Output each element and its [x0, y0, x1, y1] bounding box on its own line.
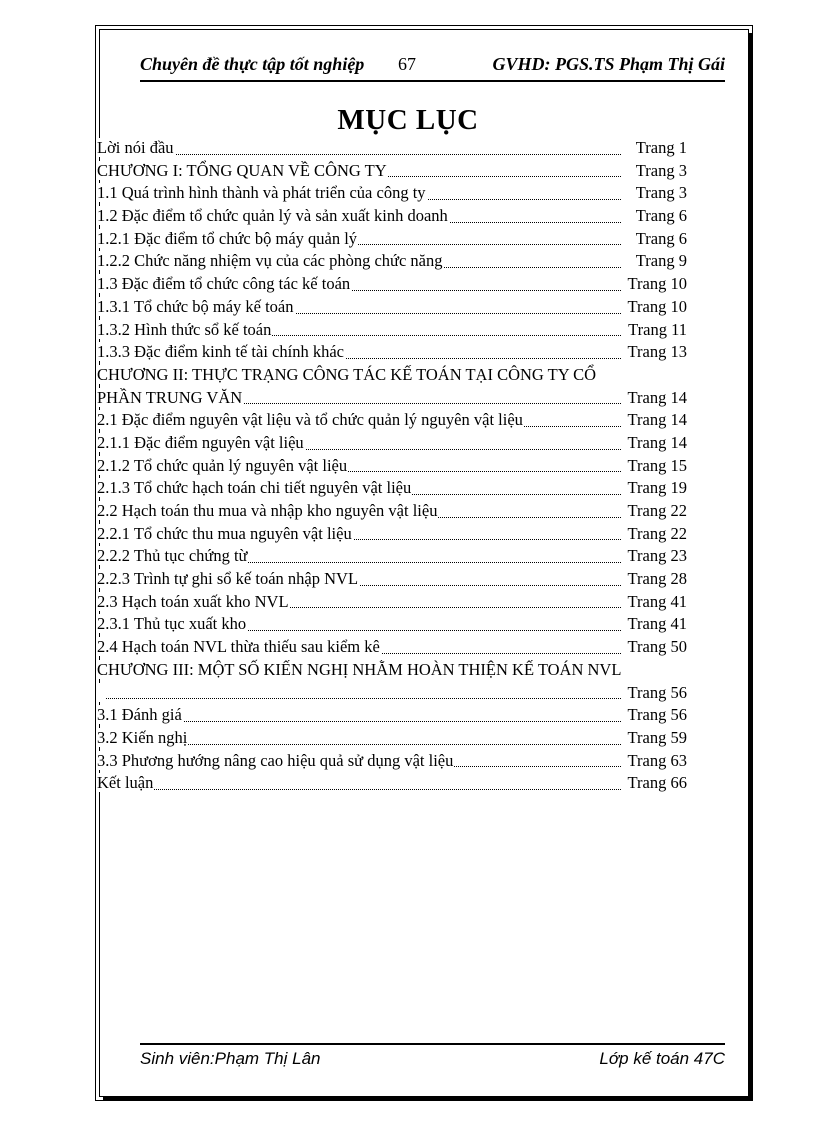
- toc-entry-label: 2.4 Hạch toán NVL thừa thiếu sau kiểm kê: [97, 637, 380, 657]
- header-document-type: Chuyên đề thực tập tốt nghiệp: [140, 54, 365, 74]
- toc-page-ref: Trang 13: [627, 341, 687, 364]
- header-page-number: 67: [398, 54, 416, 74]
- toc-entry: [97, 659, 687, 682]
- toc-entry: [97, 273, 687, 296]
- page-title: MỤC LỤC: [337, 104, 479, 136]
- toc-page-ref: Trang 6: [635, 228, 687, 251]
- table-of-contents: [97, 137, 687, 795]
- toc-entry-label: 3.1 Đánh giá: [97, 705, 182, 725]
- toc-page-ref: Trang 28: [627, 568, 687, 591]
- page-border-shadow-bottom: [103, 1097, 753, 1101]
- footer-rule: [140, 1043, 725, 1045]
- toc-page-ref: Trang 15: [627, 455, 687, 478]
- toc-entry-label: 2.2.1 Tổ chức thu mua nguyên vật liệu: [97, 523, 352, 543]
- page-header: [140, 52, 725, 78]
- toc-entry: [97, 568, 687, 591]
- toc-entry-label: CHƯƠNG I: TỔNG QUAN VỀ CÔNG TY: [97, 160, 387, 180]
- toc-entry: [97, 296, 687, 319]
- toc-entry-label: 2.1.1 Đặc điểm nguyên vật liệu: [97, 432, 304, 452]
- toc-entry-label: 1.3.2 Hình thức sổ kế toán: [97, 319, 272, 339]
- toc-entry-label: 2.3 Hạch toán xuất kho NVL: [97, 591, 289, 611]
- toc-entry: [97, 182, 687, 205]
- toc-entry: [97, 432, 687, 455]
- toc-dot-leader: [105, 698, 621, 699]
- toc-entry-label: PHẦN TRUNG VĂN: [97, 387, 243, 407]
- toc-page-ref: Trang 50: [627, 636, 687, 659]
- page-border-shadow-right: [749, 33, 753, 1101]
- toc-entry-label: 2.2.2 Thủ tục chứng từ: [97, 546, 248, 566]
- toc-entry-label: CHƯƠNG II: THỰC TRẠNG CÔNG TÁC KẾ TOÁN TẠI CÔNG TY CỔ: [97, 364, 597, 384]
- header-rule: [140, 80, 725, 82]
- toc-page-ref: Trang 41: [627, 613, 687, 636]
- toc-entry: [97, 682, 687, 705]
- toc-entry: [97, 523, 687, 546]
- toc-page-ref: Trang 59: [627, 727, 687, 750]
- toc-page-ref: Trang 66: [627, 772, 687, 795]
- toc-entry-label: 3.3 Phương hướng nâng cao hiệu quả sử dụng vật liệu: [97, 750, 454, 770]
- toc-page-ref: Trang 22: [627, 523, 687, 546]
- toc-page-ref: Trang 14: [627, 432, 687, 455]
- toc-page-ref: Trang 19: [627, 477, 687, 500]
- toc-page-ref: Trang 14: [627, 387, 687, 410]
- toc-entry: [97, 228, 687, 251]
- toc-entry-label: 2.3.1 Thủ tục xuất kho: [97, 614, 247, 634]
- toc-entry-label: CHƯƠNG III: MỘT SỐ KIẾN NGHỊ NHẰM HOÀN THIỆN KẾ TOÁN NVL: [97, 659, 622, 679]
- toc-dot-leader: [97, 154, 621, 155]
- toc-entry-label: 2.1.3 Tổ chức hạch toán chi tiết nguyên vật liệu: [97, 478, 412, 498]
- toc-entry-label: 1.3 Đặc điểm tổ chức công tác kế toán: [97, 274, 351, 294]
- toc-page-ref: Trang 14: [627, 409, 687, 432]
- toc-entry: [97, 772, 687, 795]
- toc-page-ref: Trang 23: [627, 545, 687, 568]
- toc-entry: [97, 727, 687, 750]
- toc-entry-label: 1.2 Đặc điểm tổ chức quản lý và sản xuất kinh doanh: [97, 206, 448, 226]
- toc-entry-label: 2.1 Đặc điểm nguyên vật liệu và tổ chức quản lý nguyên vật liệu: [97, 410, 523, 430]
- toc-entry-label: Lời nói đầu: [97, 138, 174, 157]
- toc-entry: [97, 477, 687, 500]
- toc-dot-leader: [97, 789, 621, 790]
- toc-page-ref: Trang 56: [627, 704, 687, 727]
- footer-student-name: Sinh viên:Phạm Thị Lân: [140, 1049, 321, 1068]
- toc-entry: [97, 591, 687, 614]
- toc-entry-label: 1.3.3 Đặc điểm kinh tế tài chính khác: [97, 342, 344, 362]
- toc-entry-label: 1.1 Quá trình hình thành và phát triển của công ty: [97, 183, 426, 203]
- toc-entry-label: 1.3.1 Tổ chức bộ máy kế toán: [97, 296, 294, 316]
- toc-entry: [97, 364, 687, 387]
- toc-entry-label: 1.2.1 Đặc điểm tổ chức bộ máy quản lý: [97, 228, 358, 248]
- toc-entry-label: 2.2.3 Trình tự ghi sổ kế toán nhập NVL: [97, 569, 359, 589]
- toc-entry: [97, 160, 687, 183]
- toc-page-ref: Trang 3: [635, 160, 687, 183]
- toc-entry: [97, 500, 687, 523]
- toc-entry: [97, 613, 687, 636]
- toc-page-ref: Trang 3: [635, 182, 687, 205]
- toc-entry-label: 3.2 Kiến nghị: [97, 727, 188, 747]
- toc-entry: [97, 205, 687, 228]
- toc-page-ref: Trang 63: [627, 750, 687, 773]
- header-supervisor: GVHD: PGS.TS Phạm Thị Gái: [492, 54, 725, 74]
- toc-entry-label: Kết luận: [97, 773, 154, 793]
- toc-page-ref: Trang 10: [627, 296, 687, 319]
- toc-page-ref: Trang 22: [627, 500, 687, 523]
- toc-entry: [97, 319, 687, 342]
- toc-entry-label: [97, 683, 106, 702]
- toc-page-ref: Trang 1: [635, 137, 687, 160]
- footer-class-name: Lớp kế toán 47C: [599, 1049, 725, 1068]
- toc-entry-label: 1.2.2 Chức năng nhiệm vụ của các phòng chức năng: [97, 251, 443, 271]
- toc-entry: [97, 409, 687, 432]
- toc-entry: [97, 387, 687, 410]
- toc-page-ref: Trang 11: [627, 319, 687, 342]
- toc-entry: [97, 636, 687, 659]
- toc-page-ref: Trang 6: [635, 205, 687, 228]
- toc-entry: [97, 137, 687, 160]
- toc-entry-label: 2.2 Hạch toán thu mua và nhập kho nguyên vật liệu: [97, 501, 438, 520]
- toc-entry: [97, 250, 687, 273]
- toc-page-ref: Trang 41: [627, 591, 687, 614]
- toc-entry: [97, 750, 687, 773]
- toc-page-ref: Trang 9: [635, 250, 687, 273]
- toc-entry: [97, 704, 687, 727]
- toc-page-ref: Trang 10: [627, 273, 687, 296]
- toc-entry: [97, 545, 687, 568]
- toc-entry: [97, 341, 687, 364]
- toc-entry-label: 2.1.2 Tổ chức quản lý nguyên vật liệu: [97, 455, 348, 475]
- toc-page-ref: Trang 56: [627, 682, 687, 705]
- toc-entry: [97, 455, 687, 478]
